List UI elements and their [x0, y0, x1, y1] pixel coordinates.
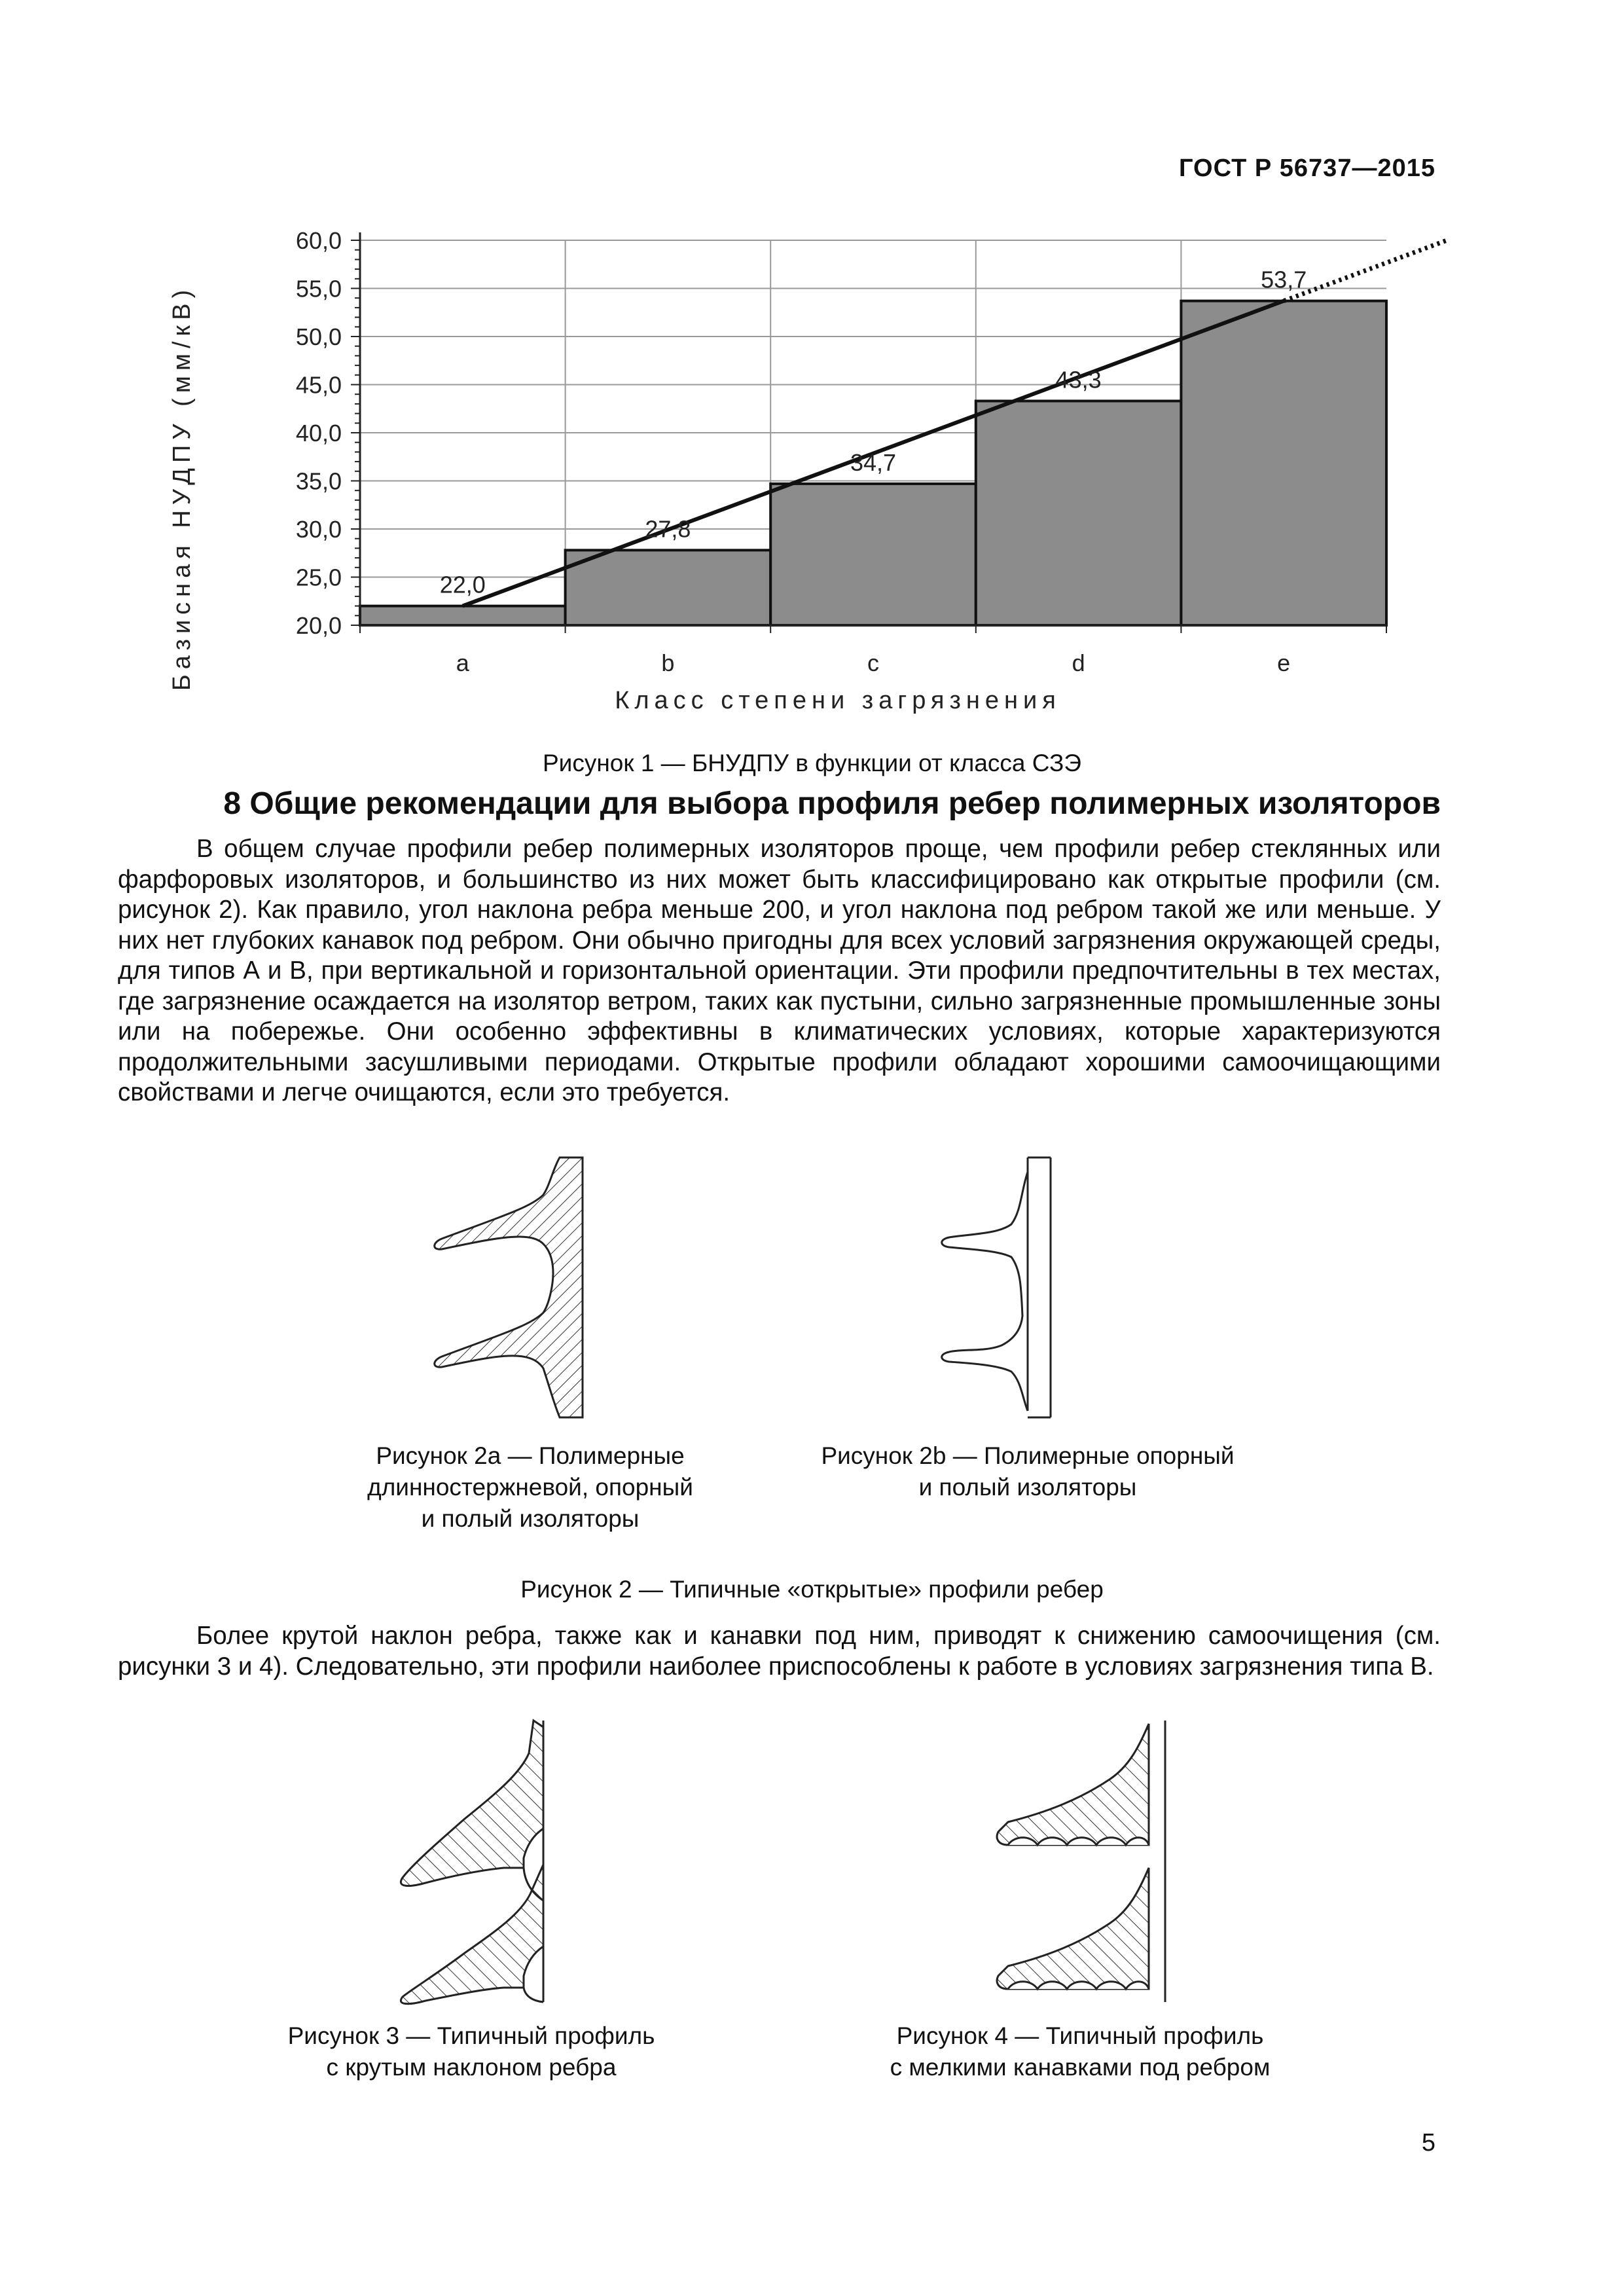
- figure-2b-caption-line1: Рисунок 2b — Полимерные опорный: [821, 1442, 1235, 1469]
- bar-a: [360, 606, 566, 625]
- figure-3-drawing: [386, 1714, 583, 2009]
- figure-4-caption-line1: Рисунок 4 — Типичный профиль: [896, 2022, 1264, 2049]
- data-label: 22,0: [439, 571, 486, 598]
- figure-2b-drawing: [923, 1152, 1067, 1427]
- figure-2b-caption-line2: и полый изоляторы: [918, 1474, 1137, 1501]
- figure-2a-drawing: [419, 1152, 609, 1427]
- section-8-paragraph-1: В общем случае профили ребер полимерных изоляторов проще, чем профили ребер стеклянных или фарфоровых изоляторов, и большинство из них может быть классифицировано как открытые профили (см. рисунок 2). Как правило, угол наклона ребра меньше 200, и угол наклона под ребром такой же или меньше. У них нет глубоких канавок под ребром. Они обычно пригодны для всех условий загрязнения окружающей среды, для типов А и В, при вертикальной и горизонтальной ориентации. Эти профили предпочтительны в тех местах, где загрязнение осаждается на изолятор ветром, таких как пустыни, сильно загрязненные промышленные зоны или на побережье. Они особенно эффективны в климатических условиях, которые характеризуются продолжительными засушливыми периодами. Открытые профили обладают хорошими самоочищающими свойствами и легче очищаются, если это требуется.: [118, 835, 1441, 1106]
- bar-chart: [0, 0, 1624, 733]
- data-label: 53,7: [1261, 266, 1307, 293]
- figure-2a-caption-line2: длинностержневой, опорный: [367, 1474, 693, 1501]
- x-tick-label: b: [661, 649, 675, 676]
- bar-b: [566, 550, 771, 625]
- x-tick-label: a: [456, 649, 469, 676]
- y-tick-label: 25,0: [295, 564, 342, 591]
- y-tick-label: 20,0: [295, 612, 342, 639]
- section-8-paragraph-2: Более крутой наклон ребра, также как и канавки под ним, приводят к снижению самоочищения (см. рисунки 3 и 4). Следовательно, эти профили наиболее приспособлены к работе в условиях загрязнения типа В.: [118, 1622, 1441, 1681]
- figure2-caption: Рисунок 2 — Типичные «открытые» профили ребер: [520, 1576, 1104, 1603]
- figure-4-caption: [825, 2020, 1335, 2083]
- figure-4-drawing: [969, 1714, 1191, 2009]
- figure-4-caption-line2: с мелкими канавками под ребром: [890, 2054, 1271, 2081]
- x-tick-label: e: [1277, 649, 1291, 676]
- data-label: 43,3: [1055, 366, 1102, 393]
- figure-3-caption-line1: Рисунок 3 — Типичный профиль: [287, 2022, 655, 2049]
- x-axis-label: Класс степени загрязнения: [615, 687, 1061, 714]
- figure-2a-caption: [314, 1440, 746, 1535]
- y-tick-label: 35,0: [295, 467, 342, 495]
- x-tick-label: c: [867, 649, 879, 676]
- figure1-caption: Рисунок 1 — БНУДПУ в функции от класса СЗЭ: [543, 750, 1081, 776]
- bar-e: [1181, 301, 1386, 625]
- bar-c: [770, 484, 976, 625]
- data-label: 34,7: [850, 448, 897, 476]
- figure-2a-caption-line3: и полый изоляторы: [421, 1505, 640, 1532]
- bar-d: [976, 401, 1182, 625]
- figure-2a-caption-line1: Рисунок 2а — Полимерные: [376, 1442, 685, 1469]
- x-tick-label: d: [1072, 649, 1085, 676]
- section-8-title: 8 Общие рекомендации для выбора профиля ребер полимерных изоляторов: [223, 786, 1441, 821]
- y-axis-label: Базисная НУДПУ (мм/кВ): [168, 284, 196, 691]
- figure-2b-caption: [772, 1440, 1283, 1503]
- y-tick-label: 55,0: [295, 275, 342, 302]
- y-tick-label: 30,0: [295, 516, 342, 543]
- data-label: 27,8: [645, 515, 691, 543]
- y-tick-label: 40,0: [295, 420, 342, 446]
- figure-3-caption: [236, 2020, 707, 2083]
- y-tick-label: 60,0: [295, 227, 342, 254]
- y-tick-label: 50,0: [295, 323, 342, 350]
- figure-3-caption-line2: с крутым наклоном ребра: [326, 2054, 617, 2081]
- y-tick-label: 45,0: [295, 371, 342, 399]
- page-number: 5: [1421, 2129, 1435, 2157]
- document-header: ГОСТ Р 56737—2015: [1179, 155, 1435, 182]
